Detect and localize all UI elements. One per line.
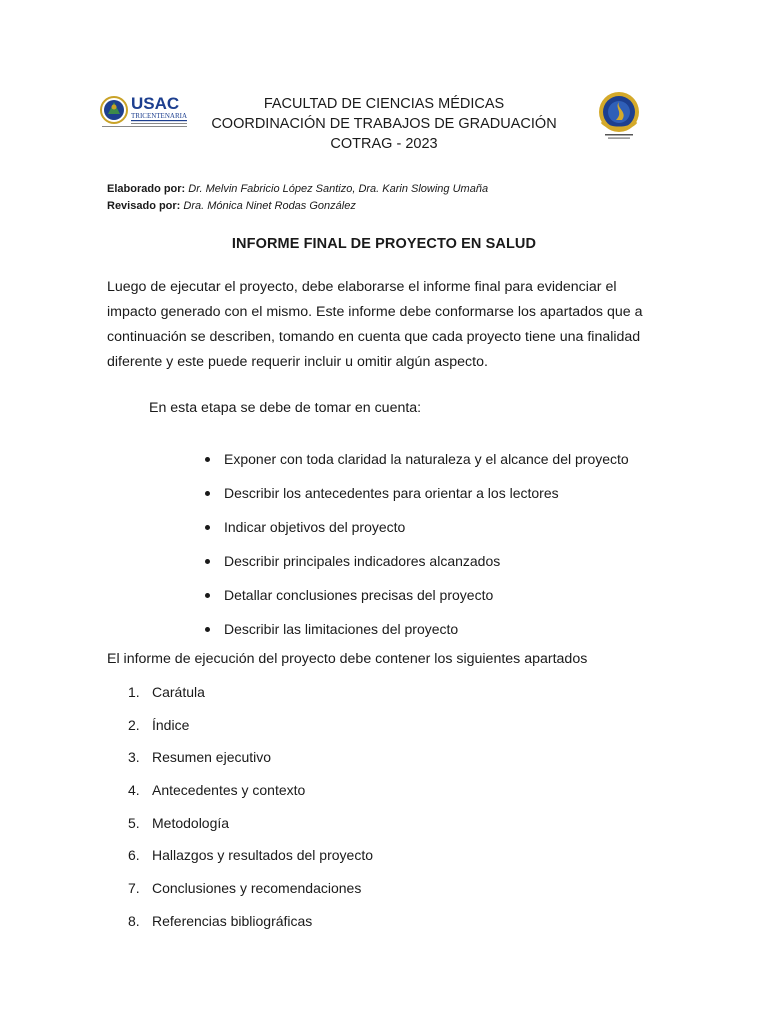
list-item-text: Metodología [152,814,230,831]
list-number: 6. [128,847,140,864]
bullet-icon [205,491,210,496]
list-number: 5. [128,814,140,831]
list-item-text: Exponer con toda claridad la naturaleza y el alcance del proyecto [224,451,629,467]
elaborado-value: Dr. Melvin Fabricio López Santizo, Dra. Karin Slowing Umaña [185,183,489,195]
list-number: 8. [128,912,140,929]
bullet-icon [205,593,210,598]
list-number: 7. [128,880,140,897]
list-number: 4. [128,782,140,799]
list-item-text: Carátula [152,684,205,700]
list-item [205,484,629,518]
list-item [205,620,629,654]
sections-list [128,683,373,945]
list-item-text: Conclusiones y recomendaciones [152,880,362,897]
list-item [205,450,629,484]
list-number: 3. [128,749,140,766]
list-item-text: Indicar objetivos del proyecto [224,519,406,535]
medical-faculty-seal-icon [596,90,642,142]
bullet-icon [205,627,210,632]
document-title: INFORME FINAL DE PROYECTO EN SALUD [231,236,537,252]
list-item-text: Detallar conclusiones precisas del proyecto [224,587,494,603]
svg-text:TRICENTENARIA: TRICENTENARIA [131,112,187,120]
revisado-label: Revisado por: [107,200,181,212]
usac-logo-icon [100,92,192,132]
list-item-text: Antecedentes y contexto [152,782,306,799]
list-item [128,912,373,945]
list-item-text: Describir los antecedentes para orientar a los lectores [224,485,559,501]
bullet-icon [205,457,210,462]
svg-text:USAC: USAC [131,94,180,113]
header-title-block [200,94,568,154]
list-item [205,518,629,552]
list-item-text: Describir las limitaciones del proyecto [224,621,459,637]
considerations-list [205,450,629,654]
faculty-name: FACULTAD DE CIENCIAS MÉDICAS [263,96,505,112]
list-item-text: Referencias bibliográficas [152,912,313,929]
list-item-text: Índice [152,716,190,733]
list-item [205,552,629,586]
list-item-text: Describir principales indicadores alcanzados [224,553,501,569]
revisado-value: Dra. Mónica Ninet Rodas González [180,200,356,212]
elaborado-line [107,181,488,198]
authorship-block [107,181,488,215]
list-item [128,716,373,749]
list-item [128,781,373,814]
sections-lead-paragraph: El informe de ejecución del proyecto debe contener los siguientes apartados [107,651,588,667]
list-number: 1. [128,684,140,700]
consider-paragraph: En esta etapa se debe de tomar en cuenta: [149,400,422,416]
list-item [128,814,373,847]
elaborado-label: Elaborado por: [107,183,186,195]
revisado-line [107,198,488,215]
cotrag-year: COTRAG - 2023 [330,136,438,152]
list-item-text: Hallazgos y resultados del proyecto [152,847,374,864]
list-item-text: Resumen ejecutivo [152,749,272,766]
list-item [128,683,373,716]
bullet-icon [205,559,210,564]
bullet-icon [205,525,210,530]
coordination-name: COORDINACIÓN DE TRABAJOS DE GRADUACIÓN [211,116,557,132]
intro-paragraph: Luego de ejecutar el proyecto, debe elaborarse el informe final para evidenciar el impacto generado con el mismo. Este informe debe conformarse los apartados que a continuación se describen, tomando en cuenta que cada proyecto tiene una finalidad diferente y este puede requerir incluir u omitir algún aspecto. [107,279,643,370]
list-item [128,748,373,781]
list-item [128,879,373,912]
list-item [205,586,629,620]
list-number: 2. [128,716,140,733]
list-item [128,846,373,879]
